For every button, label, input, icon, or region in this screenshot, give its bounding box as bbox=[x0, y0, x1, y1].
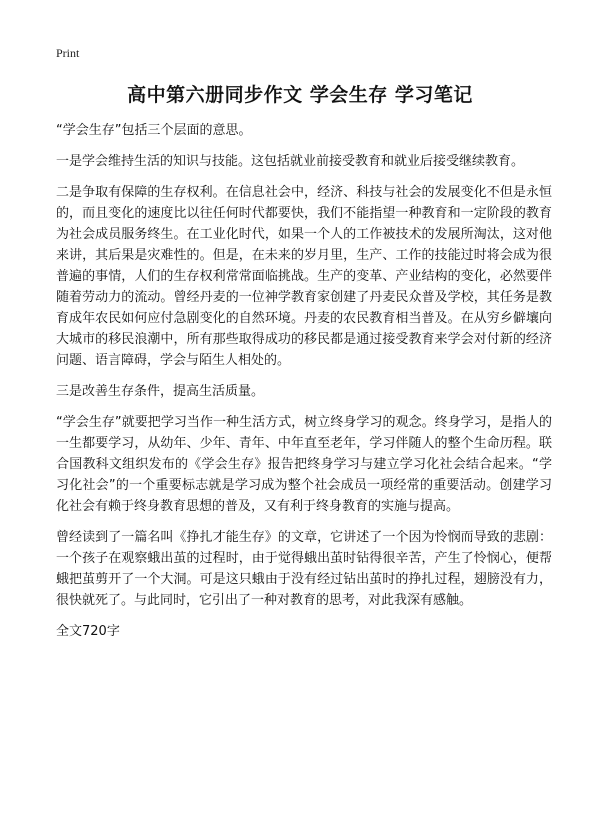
paragraph-lifelong-learning: “学会生存”就要把学习当作一种生活方式，树立终身学习的观念。终身学习，是指人的一生都要学习，从幼年、少年、青年、中年直至老年，学习伴随人的整个生命历程。联合国教科文组织发布的《学会生存》报告把终身学习与建立学习化社会结合起来。“学习化社会”的一个重要标志就是学习成为整个社会成员一项经常的重要活动。创建学习化社会有赖于终身教育思想的普及，又有利于终身教育的实施与提高。 bbox=[56, 415, 552, 514]
paragraph-moth-story: 曾经读到了一篇名叫《挣扎才能生存》的文章，它讲述了一个因为怜悯而导致的悲剧：一个孩子在观察蛾出茧的过程时，由于觉得蛾出茧时钻得很辛苦，产生了怜悯心，便帮蛾把茧剪开了一个大洞。可是这只蛾由于没有经过钻出茧时的挣扎过程，翅膀没有力，很快就死了。与此同时，它引出了一种对教育的思考，对此我深有感触。 bbox=[56, 530, 552, 608]
paragraph-point-one: 一是学会维持生活的知识与技能。这包括就业前接受教育和就业后接受继续教育。 bbox=[56, 154, 525, 169]
word-count: 全文720字 bbox=[56, 624, 120, 639]
paragraph-point-three: 三是改善生存条件，提高生活质量。 bbox=[56, 384, 265, 399]
print-link[interactable]: Print bbox=[56, 46, 80, 60]
page-title: 高中第六册同步作文 学会生存 学习笔记 bbox=[127, 84, 473, 106]
article-body bbox=[56, 120, 552, 642]
paragraph-intro: “学会生存”包括三个层面的意思。 bbox=[56, 123, 252, 138]
paragraph-point-two: 二是争取有保障的生存权利。在信息社会中，经济、科技与社会的发展变化不但是永恒的，而且变化的速度比以往任何时代都要快，我们不能指望一种教育和一定阶段的教育为社会成员服务终生。在工业化时代，如果一个人的工作被技术的发展所淘汰，这对他来讲，其后果是灾难性的。但是，在未来的岁月里，生产、工作的技能过时将会成为很普遍的事情，人们的生存权利常常面临挑战。生产的变革、产业结构的变化，必然要伴随着劳动力的流动。曾经丹麦的一位神学教育家创建了丹麦民众普及学校，其任务是教育成年农民如何应付急剧变化的自然环境。丹麦的农民教育相当普及。在从穷乡僻壤向大城市的移民浪潮中，所有那些取得成功的移民都是通过接受教育来学会对付新的经济问题、语言障碍，学会与陌生人相处的。 bbox=[56, 185, 552, 368]
